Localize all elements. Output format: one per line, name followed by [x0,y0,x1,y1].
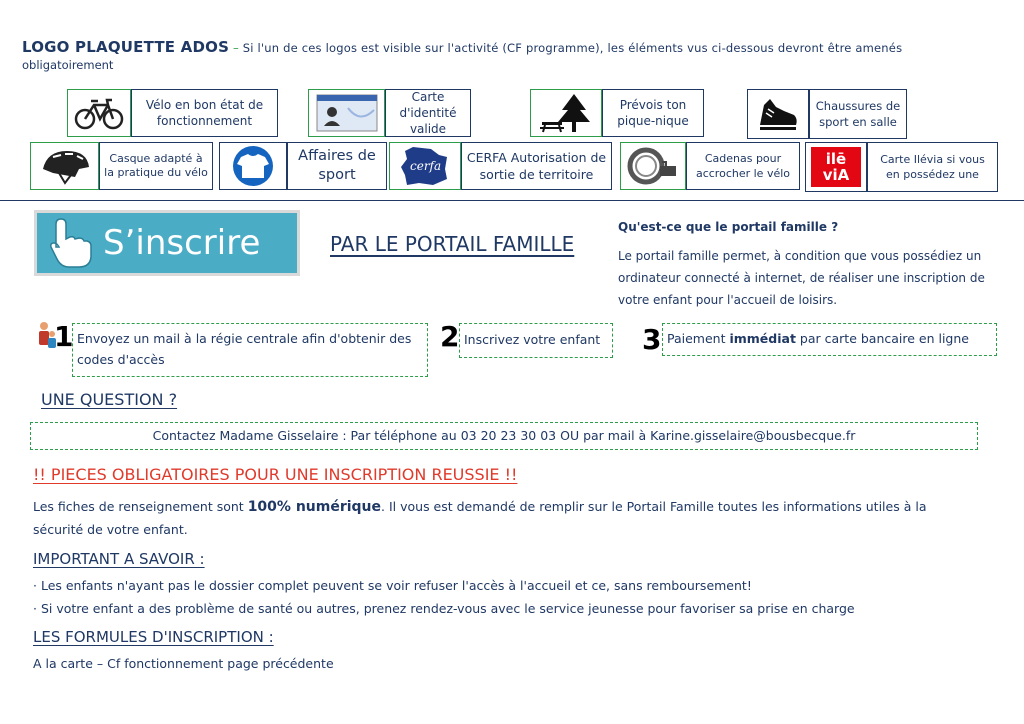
section-divider [0,200,1024,201]
step-3-text-bold: immédiat [729,331,796,346]
portail-question-text: Le portail famille permet, à condition que vous possédiez un ordinateur connecté à internet, de réaliser une inscription de votre enfant pour l'accueil de loisirs. [618,249,985,307]
sneaker-icon-box [747,89,809,139]
header-title-line [22,38,902,56]
lock-cable-icon-box [620,142,686,190]
important-title: IMPORTANT A SAVOIR : [33,550,205,568]
pieces-text-bold: 100% numérique [247,499,382,515]
lock-cable-icon [626,146,680,186]
logo-label-velo: Vélo en bon état de fonctionnement [131,89,278,137]
header-description: Si l'un de ces logos est visible sur l'activité (CF programme), les éléments vus ci-dessous devront être amenés [242,41,903,55]
pieces-text-after: . Il vous est demandé de remplir sur le Portail Famille toutes les informations utiles à la [381,499,927,514]
step-3-number: 3 [642,323,662,356]
id-card-icon-box [308,89,385,137]
ilevia-icon [811,147,861,187]
important-item-2: · Si votre enfant a des problème de santé ou autres, prenez rendez-vous avec le service jeunesse pour favoriser sa prise en charge [33,601,855,616]
logo-label-chaussures: Chaussures de sport en salle [809,89,907,139]
header-title: LOGO PLAQUETTE ADOS [22,38,230,56]
important-item-1: · Les enfants n'ayant pas le dossier complet peuvent se voir refuser l'accès à l'accueil et ce, sans remboursement! [33,578,752,593]
helmet-icon [39,147,91,185]
id-card-icon [316,94,378,132]
logo-label-affaires-sport: Affaires de sport [287,142,387,190]
logo-label-carte-identite: Carte d'identité valide [385,89,471,137]
picnic-tree-icon-box [530,89,602,137]
logo-label-cadenas: Cadenas pour accrocher le vélo [686,142,800,190]
sinscrire-banner [34,210,300,276]
logo-label-cerfa: CERFA Autorisation de sortie de territoire [461,142,612,190]
sneaker-icon [756,95,800,133]
contact-title: UNE QUESTION ? [41,390,178,409]
formules-title: LES FORMULES D'INSCRIPTION : [33,628,274,646]
header-separator: – [229,41,243,55]
pieces-text-line2: sécurité de votre enfant. [33,522,188,537]
portail-famille-title: PAR LE PORTAIL FAMILLE [330,232,575,256]
portail-question-title: Qu'est-ce que le portail famille ? [618,220,839,234]
step-3-text-after: par carte bancaire en ligne [795,331,969,346]
logo-label-casque: Casque adapté à la pratique du vélo [99,142,213,190]
contact-box: Contactez Madame Gisselaire : Par téléphone au 03 20 23 30 03 OU par mail à Karine.gisselaire@bousbecque.fr [30,422,978,450]
step-3-text-before: Paiement [667,331,730,346]
tshirt-icon-box [219,142,287,190]
ilevia-icon-box [805,142,867,192]
step-2-number: 2 [440,320,460,353]
picnic-tree-icon [538,92,594,134]
helmet-icon-box [30,142,99,190]
tshirt-icon [228,145,278,187]
cerfa-icon-box [389,142,461,190]
pieces-text-before: Les fiches de renseignement sont [33,499,248,514]
logo-label-ilevia: Carte Ilévia si vous en possédez une [867,142,998,192]
header-description-continued: obligatoirement [22,58,114,72]
step-3-box [662,323,997,356]
ilevia-icon-text-top: ilē [825,150,847,168]
step-2-box: Inscrivez votre enfant [459,323,613,358]
logo-label-pique-nique: Prévois ton pique-nique [602,89,704,137]
pieces-text [33,496,993,518]
pieces-title: !! PIECES OBLIGATOIRES POUR UNE INSCRIPTION REUSSIE !! [33,465,518,484]
sinscrire-label: S’inscrire [103,223,261,263]
formules-text: A la carte – Cf fonctionnement page précédente [33,656,334,671]
pointing-hand-icon [47,217,97,269]
ilevia-icon-text-bottom: viA [822,166,850,184]
step-1-number: 1 [54,320,74,353]
step-1-box: Envoyez un mail à la régie centrale afin d'obtenir des codes d'accès [72,323,428,377]
cerfa-icon-text: cerfa [410,159,442,173]
bicycle-icon-box [67,89,131,137]
bicycle-icon [74,95,124,131]
